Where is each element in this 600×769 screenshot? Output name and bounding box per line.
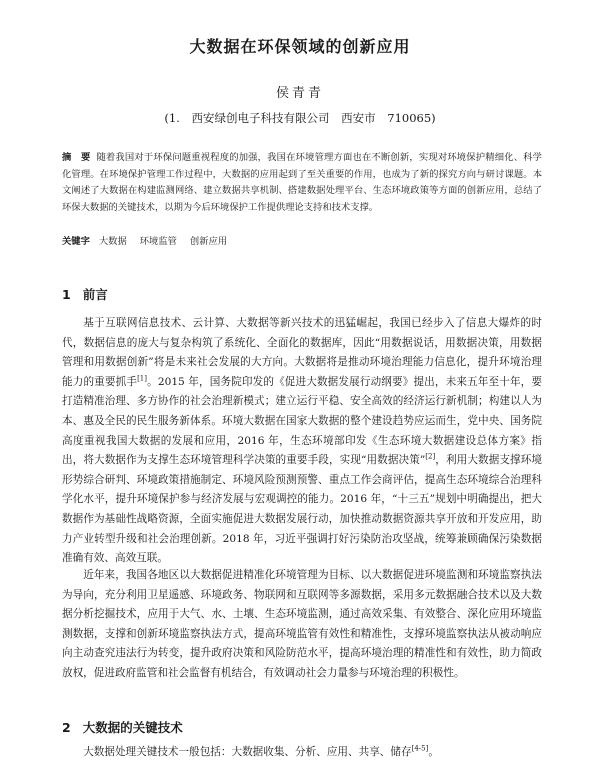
affiliation-org: 西安绿创电子科技有限公司 [191, 111, 330, 125]
paper-title: 大数据在环保领域的创新应用 [189, 37, 411, 56]
abstract-label: 摘 要 [62, 152, 91, 163]
author-name: 侯青青 [275, 86, 324, 101]
paragraph-text: 大数据处理关键技术一般包括：大数据收集、分析、应用、共享、储存 [83, 746, 412, 758]
abstract [62, 150, 542, 216]
section-title: 前言 [82, 287, 108, 302]
keyword: 环境监管 [139, 236, 177, 247]
citation: [4-5] [411, 744, 429, 753]
paragraph-text: 近年来，我国各地区以大数据促进精准化环境管理为目标、以大数据促进环境监测和环境监察执法为导向，充分利用卫星遥感、环境政务、物联网和互联网等多源数据，采用多元数据融合技术以及大数据分析挖掘技术，应用于大气、水、土壤、生态环境监测，通过高效采集、有效整合、深化应用环境监测数据，支撑和创新环境监察执法方式，提高环境监管有效性和精准性，支撑环境监察执法从被动响应向主动查究违法行为转变，提升政府决策和风险防范水平，提高环境治理的精准性和有效性，助力简政放权，促进政府监管和社会监督有机结合，有效调动社会力量参与环境治理的积极性。 [62, 569, 542, 679]
section-heading-2 [62, 718, 542, 736]
affiliation [0, 110, 600, 126]
section-1-paragraph-2 [62, 566, 542, 684]
section-1-paragraph-1 [62, 314, 542, 569]
section-number: 2 [62, 720, 71, 735]
keyword: 大数据 [98, 236, 127, 247]
section-number: 1 [62, 287, 71, 302]
abstract-text: 随着我国对于环保问题重视程度的加强，我国在环境管理方面也在不断创新，实现对环境保护精细化、科学化管理。在环境保护管理工作过程中，大数据的应用起到了至关重要的作用，也成为了新的探究方向与研讨课题。本文阐述了大数据在构建监测网络、建立数据共享机制、搭建数据处理平台、生态环境政策等方面的创新应用，总结了环保大数据的关键技术，以期为今后环境保护工作提供理论支持和技术支撑。 [62, 152, 542, 213]
paragraph-text: 。 [428, 746, 439, 758]
keyword: 创新应用 [189, 236, 228, 247]
affiliation-city: 西安市 [341, 111, 376, 125]
keywords-label: 关键字 [62, 236, 90, 247]
citation: [2] [425, 452, 436, 461]
citation: [1] [137, 374, 147, 383]
section-2-paragraph-1 [62, 743, 542, 763]
section-heading-1 [62, 285, 542, 303]
paragraph-text: 。2015 年，国务院印发的《促进大数据发展行动纲要》提出，未来五年至十年，要打造精准治理、多方协作的社会治理新模式；建立运行平稳、安全高效的经济运行新机制；构建以人为本、惠及全民的民生服务新体系。环境大数据在国家大数据的整个建设趋势应运而生，党中央、国务院高度重视我国大数据的发展和应用，2016 年，生态环境部印发《生态环境大数据建设总体方案》指出，将大数据作为支撑生态环境管理科学决策的重要手段，实现“用数据决策” [62, 375, 543, 467]
paragraph-text: ，利用大数据支撑环境形势综合研判、环境政策措施制定、环境风险预测预警、重点工作会商评估，提高生态环境综合治理科学化水平，提升环境保护参与经济发展与宏观调控的能力。2016 年，“十三五”规划中明确提出，把大数据作为基础性战略资源，全面实施促进大数据发展行动，加快推动数据资源共享开放和开发应用，助力产业转型升级和社会治理创新。2018 年，习近平强调打好污染防治攻坚战，统筹兼顾确保污染数据准确有效、高效互联。 [62, 454, 542, 565]
affiliation-number: (1. [164, 111, 180, 125]
keywords [62, 234, 542, 250]
section-title: 大数据的关键技术 [82, 720, 183, 735]
paragraph-text: 基于互联网信息技术、云计算、大数据等新兴技术的迅猛崛起，我国已经步入了信息大爆炸的时代，数据信息的庞大与复杂构筑了系统化、全面化的数据库，因此“用数据说话，用数据决策，用数据管理和用数据创新”将是未来社会发展的大方向。大数据将是推动环境治理能力信息化，提升环境治理能力的重要抓手 [62, 317, 542, 388]
affiliation-postcode: 710065) [387, 111, 436, 125]
